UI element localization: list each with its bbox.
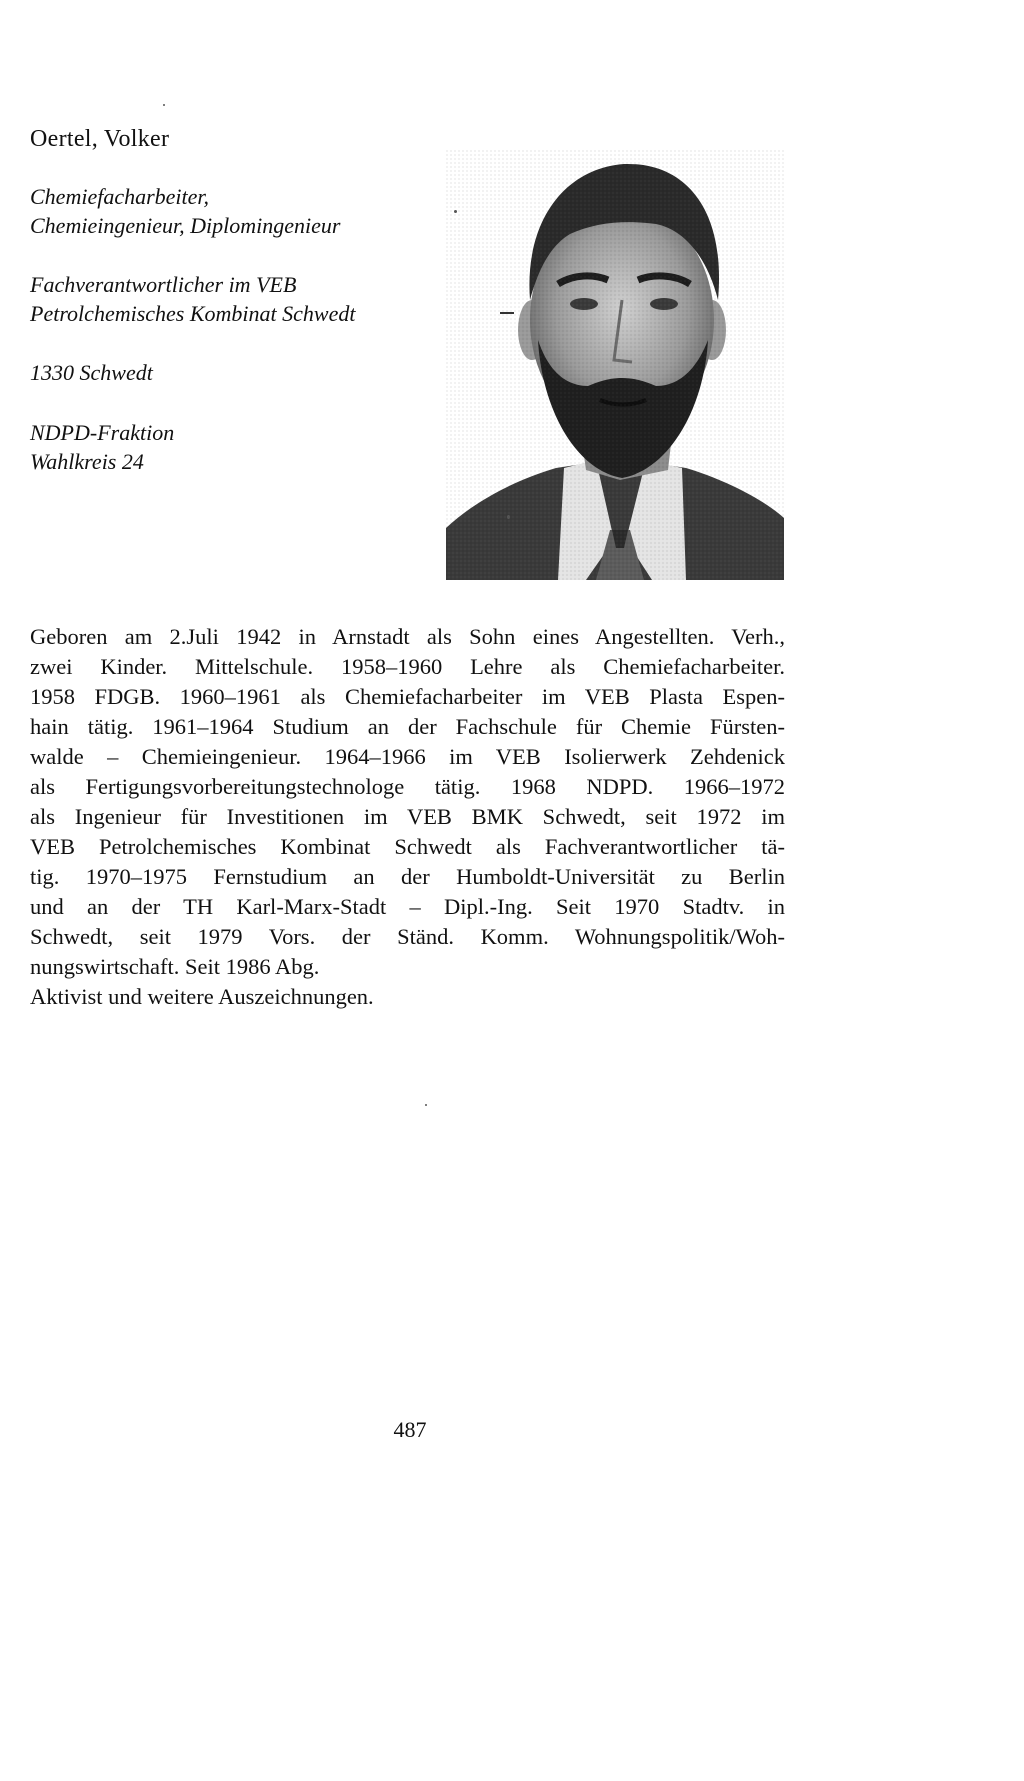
scan-mark [500,312,514,314]
biography-text [30,622,785,1012]
position-line: Petrolchemisches Kombinat Schwedt [30,301,356,326]
biography-line: hain tätig. 1961–1964 Studium an der Fachschule für Chemie Fürsten- [30,714,785,739]
entry-name: Oertel, Volker [30,126,170,152]
constituency-line: Wahlkreis 24 [30,449,144,474]
position-line: Fachverantwortlicher im VEB [30,272,297,297]
biography-line: VEB Petrolchemisches Kombinat Schwedt als Fachverantwortlicher tä- [30,834,785,859]
biography-line: nungswirtschaft. Seit 1986 Abg. [30,954,320,979]
scan-speck [454,210,457,213]
location-line: 1330 Schwedt [30,360,153,385]
biography-line: walde – Chemieingenieur. 1964–1966 im VEB Isolierwerk Zehdenick [30,744,785,769]
scan-speck [425,1104,427,1106]
faction-line: NDPD-Fraktion [30,420,175,445]
biography-line: 1958 FDGB. 1960–1961 als Chemiefacharbeiter im VEB Plasta Espen- [30,684,785,709]
scan-speck [163,104,165,106]
location-block [30,358,153,387]
faction-block [30,418,174,476]
biography-line: Aktivist und weitere Auszeichnungen. [30,984,374,1009]
biography-line: als Fertigungsvorbereitungstechnologe tätig. 1968 NDPD. 1966–1972 [30,774,785,799]
occupation-line: Chemieingenieur, Diplomingenieur [30,213,341,238]
occupation-block [30,182,340,240]
page-number: 487 [393,1417,427,1442]
biography-line: und an der TH Karl-Marx-Stadt – Dipl.-Ing. Seit 1970 Stadtv. in [30,894,785,919]
biography-line: Geboren am 2.Juli 1942 in Arnstadt als Sohn eines Angestellten. Verh., [30,624,785,649]
biography-line: als Ingenieur für Investitionen im VEB BMK Schwedt, seit 1972 im [30,804,785,829]
biography-line: tig. 1970–1975 Fernstudium an der Humboldt-Universität zu Berlin [30,864,785,889]
occupation-line: Chemiefacharbeiter, [30,184,210,209]
position-block [30,270,355,328]
biography-line: Schwedt, seit 1979 Vors. der Ständ. Komm. Wohnungspolitik/Woh- [30,924,785,949]
biography-line: zwei Kinder. Mittelschule. 1958–1960 Lehre als Chemiefacharbeiter. [30,654,785,679]
portrait-photo [446,150,784,580]
scan-speck [507,515,510,519]
